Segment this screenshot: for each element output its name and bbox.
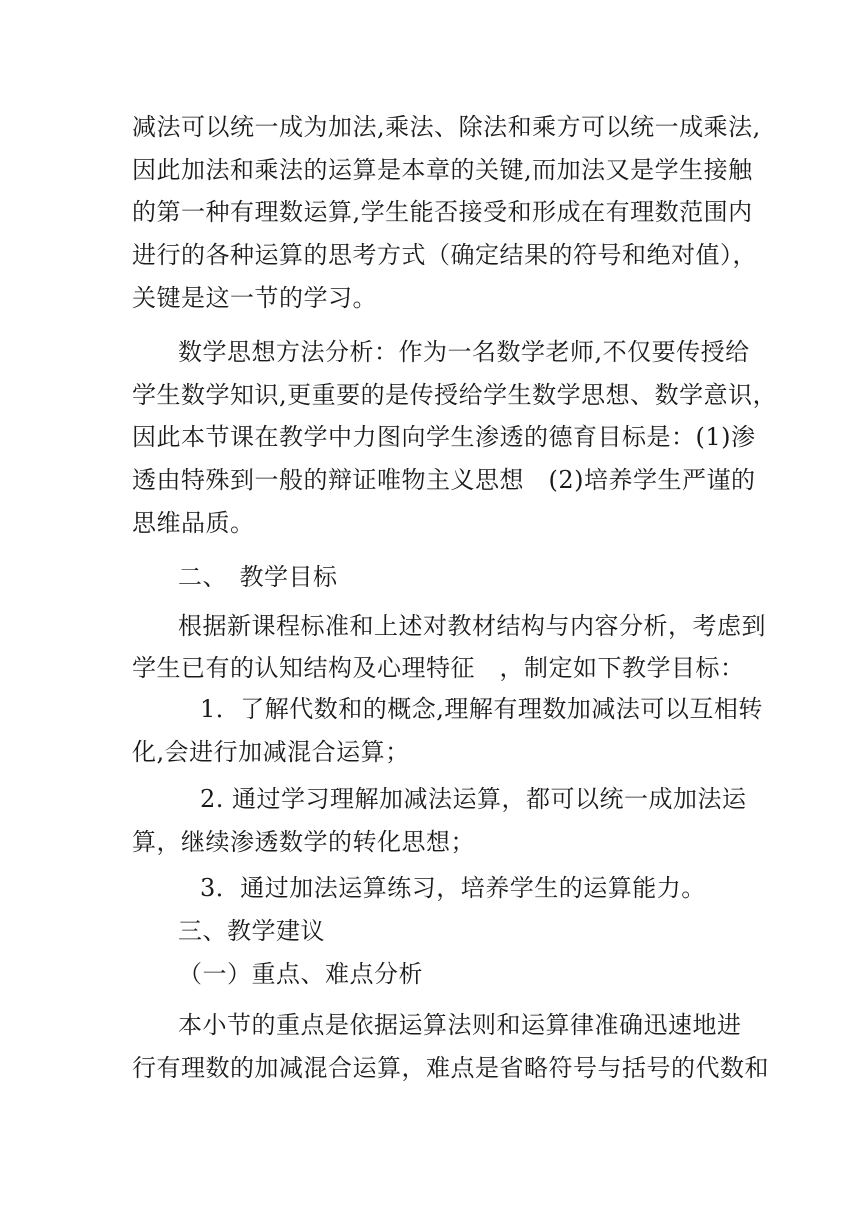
text-line: 学生已有的认知结构及心理特征 ，制定如下教学目标： <box>132 654 745 682</box>
text-line: 行有理数的加减混合运算，难点是省略符号与括号的代数和 <box>132 1054 769 1082</box>
text-line: 因此加法和乘法的运算是本章的关键,而加法又是学生接触 <box>132 156 753 184</box>
text-line: 算，继续渗透数学的转化思想； <box>132 828 475 856</box>
list-item: 1．了解代数和的概念,理解有理数加减法可以互相转 <box>200 695 763 723</box>
list-item: 3．通过加法运算练习，培养学生的运算能力。 <box>200 874 706 902</box>
section-heading: 二、 教学目标 <box>178 563 338 591</box>
section-heading: 三、教学建议 <box>178 917 325 945</box>
text-line: 减法可以统一成为加法,乘法、除法和乘方可以统一成乘法, <box>132 113 761 141</box>
text-line: 思维品质。 <box>132 509 255 537</box>
subsection-heading: （一）重点、难点分析 <box>178 960 423 988</box>
text-line: 化,会进行加减混合运算； <box>132 738 410 766</box>
paragraph-start: 根据新课程标准和上述对教材结构与内容分析，考虑到 <box>178 612 766 640</box>
text-line: 的第一种有理数运算,学生能否接受和形成在有理数范围内 <box>132 198 753 226</box>
text-line: 关键是这一节的学习。 <box>132 284 377 312</box>
text-line: 因此本节课在教学中力图向学生渗透的德育目标是：(1)渗 <box>132 423 756 451</box>
text-line: 进行的各种运算的思考方式（确定结果的符号和绝对值）， <box>132 241 757 269</box>
paragraph-start: 数学思想方法分析：作为一名数学老师,不仅要传授给 <box>178 338 750 366</box>
text-line: 学生数学知识,更重要的是传授给学生数学思想、数学意识， <box>132 381 778 409</box>
paragraph-start: 本小节的重点是依据运算法则和运算律准确迅速地进 <box>178 1011 742 1039</box>
list-item: 2. 通过学习理解加减法运算，都可以统一成加法运 <box>200 785 747 813</box>
text-line: 透由特殊到一般的辩证唯物主义思想 (2)培养学生严谨的 <box>132 466 756 494</box>
